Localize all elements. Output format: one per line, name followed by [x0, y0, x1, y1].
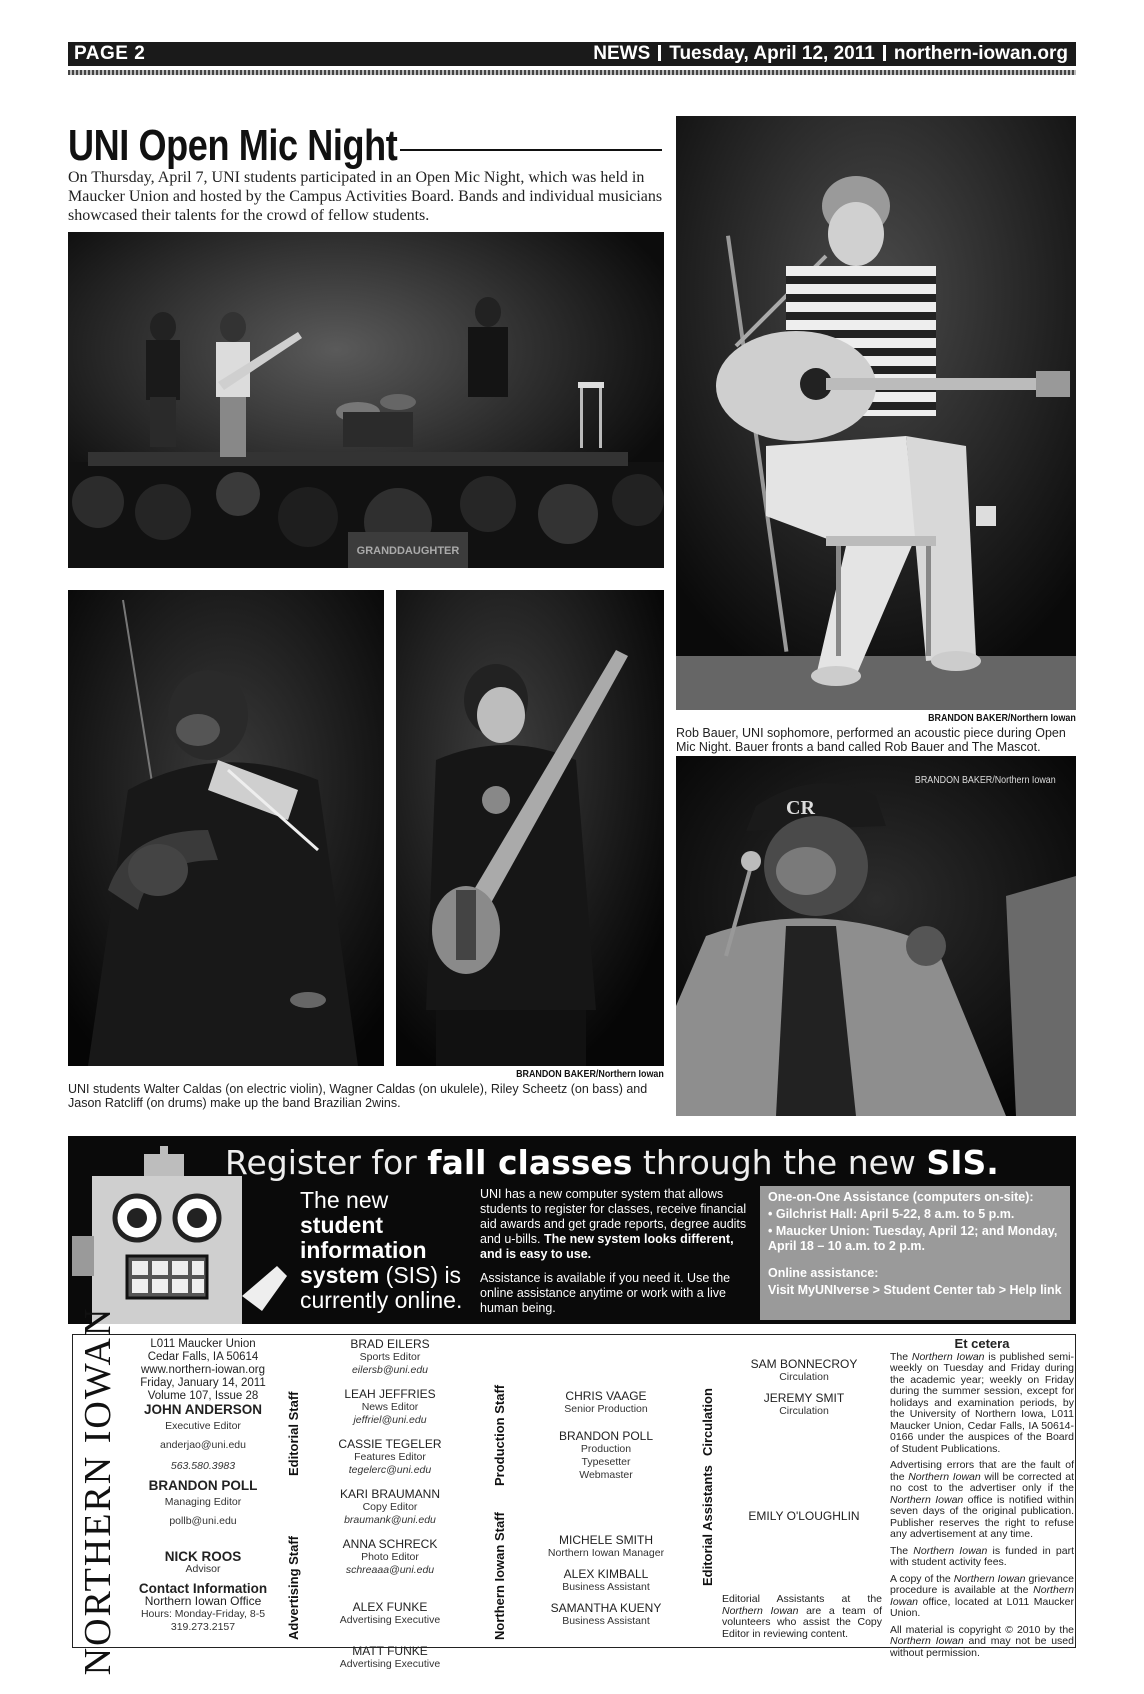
staff-role: News Editor — [361, 1401, 419, 1413]
exec-editor-role: Executive Editor — [165, 1420, 241, 1432]
editorial-staff-column — [310, 1338, 470, 1671]
address-line: Cedar Falls, IA 50614 — [147, 1351, 259, 1363]
issue-date-line: Friday, January 14, 2011 — [140, 1377, 266, 1389]
staff-name: KARI BRAUMANN — [339, 1487, 440, 1501]
ea-note-pub: Northern Iowan — [722, 1604, 799, 1617]
staff-name: ALEX KIMBALL — [563, 1567, 649, 1581]
page-header — [68, 42, 1076, 66]
etc-text: will be corrected at no cost to the advertiser only if the — [890, 1470, 1074, 1494]
staff-entry — [310, 1338, 470, 1377]
staff-name: SAM BONNECROY — [750, 1357, 858, 1371]
staff-email[interactable]: braumank@uni.edu — [344, 1514, 436, 1526]
managing-editor-role: Managing Editor — [164, 1496, 242, 1508]
etc-paragraph — [890, 1574, 1074, 1620]
label-advertising-staff: Advertising Staff — [286, 1535, 301, 1640]
headline-rule — [400, 149, 662, 151]
staff-email[interactable]: jeffriel@uni.edu — [353, 1414, 427, 1426]
ad-body-1-text: UNI has a new computer system that allows students to register for classes, receive financial aid awards and get grade reports, degree audits and u-bills. — [480, 1187, 747, 1246]
staff-email[interactable]: schreaaa@uni.edu — [345, 1564, 435, 1576]
staff-name: MATT FUNKE — [352, 1644, 428, 1658]
ad-subhead — [300, 1188, 470, 1313]
etc-pub: Northern Iowan — [911, 1350, 985, 1363]
etc-text: is published semi-weekly on Tuesday and Friday during the academic year; weekly on Friday during the summer session, except for holidays and examination periods, by the University of Northern Iowa, L011 Maucker Union, Cedar Falls, IA 50614-0166 under the auspices of the Board of Student Publications. — [890, 1350, 1074, 1455]
contact-phone: 319.273.2157 — [170, 1621, 236, 1633]
staff-role: Senior Production — [564, 1403, 648, 1415]
ad-subhead-1: The new — [300, 1187, 389, 1213]
etc-pub: Northern Iowan — [890, 1493, 964, 1506]
ea-note-pre: Editorial Assistants at the — [722, 1593, 882, 1605]
staff-email[interactable]: tegelerc@uni.edu — [348, 1464, 432, 1476]
site-url[interactable]: northern-iowan.org — [893, 43, 1068, 64]
staff-entry — [516, 1534, 696, 1560]
managing-editor-email[interactable]: pollb@uni.edu — [169, 1515, 237, 1527]
header-rule — [68, 70, 1076, 75]
audience-shirt-text: GRANDDAUGHTER — [356, 545, 460, 557]
photo-rob-bauer-image — [676, 116, 1076, 710]
label-circulation: Circulation — [700, 1388, 715, 1456]
staff-role: Production — [580, 1443, 632, 1455]
staff-role: Business Assistant — [562, 1581, 650, 1593]
ad-assist-title: One-on-One Assistance (computers on-site): — [768, 1190, 1034, 1204]
editorial-assistant-name: EMILY O'LOUGHLIN — [748, 1509, 860, 1523]
photo-bassist — [396, 590, 664, 1066]
ad-assistance-box — [760, 1186, 1070, 1320]
ad-body-1-bold: The new system looks different, and is easy to use. — [480, 1232, 734, 1261]
address-line: L011 Maucker Union — [150, 1338, 256, 1350]
photo-credit-singer: BRANDON BAKER/Northern Iowan — [915, 774, 1056, 786]
advisor-name: NICK ROOS — [164, 1549, 242, 1564]
staff-role: Features Editor — [354, 1451, 426, 1463]
ad-subhead-3: (SIS) is currently online. — [300, 1262, 463, 1313]
masthead-logo — [72, 1306, 124, 1676]
photo-singer — [676, 756, 1076, 1116]
etc-paragraph — [890, 1460, 1074, 1541]
caption-bauer: Rob Bauer, UNI sophomore, performed an acoustic piece during Open Mic Night. Bauer fronts a band called Rob Bauer and The Mascot. — [676, 726, 1066, 754]
etc-pub: Northern Iowan — [953, 1572, 1026, 1585]
ad-assist-item-1: • Gilchrist Hall: April 5-22, 8 a.m. to 5 p.m. — [768, 1207, 1015, 1221]
staff-role: Webmaster — [579, 1469, 633, 1481]
circulation-column — [724, 1358, 884, 1523]
photo-credit-band: BRANDON BAKER/Northern Iowan — [516, 1068, 664, 1080]
etc-text: All material is copyright © 2010 by the — [890, 1623, 1074, 1636]
volume-line: Volume 107, Issue 28 — [147, 1390, 259, 1402]
staff-entry — [310, 1388, 470, 1427]
photo-violinist-image — [68, 590, 384, 1066]
photo-stage-band-image — [68, 232, 664, 568]
staff-name: CASSIE TEGELER — [338, 1437, 442, 1451]
ad-subhead-2: student information system — [300, 1212, 427, 1288]
staff-name: BRANDON POLL — [558, 1429, 654, 1443]
etc-pub: Northern Iowan — [890, 1584, 1074, 1608]
article-intro: On Thursday, April 7, UNI students participated in an Open Mic Night, which was held in Maucker Union and hosted by the Campus Activities Board. Bands and individual musicians showcased their talents for the crowd of fellow students. — [68, 169, 663, 224]
staff-entry — [724, 1392, 884, 1418]
label-northern-iowan-staff: Northern Iowan Staff — [492, 1512, 507, 1640]
staff-role: Northern Iowan Manager — [547, 1547, 665, 1559]
staff-entry — [310, 1645, 470, 1671]
staff-name: ANNA SCHRECK — [342, 1537, 438, 1551]
production-staff-column — [516, 1390, 696, 1628]
masthead-info-column — [128, 1338, 278, 1634]
ad-headline-bold: fall classes — [427, 1143, 633, 1182]
staff-name: JEREMY SMIT — [763, 1391, 845, 1405]
staff-entry — [310, 1601, 470, 1627]
staff-entry — [310, 1488, 470, 1527]
caption-band: UNI students Walter Caldas (on electric violin), Wagner Caldas (on ukulele), Riley Scheetz (on bass) and Jason Ratcliff (on drums) make up the band Brazilian 2wins. — [68, 1082, 648, 1110]
ad-headline-end: SIS. — [926, 1143, 999, 1182]
staff-email[interactable]: eilersb@uni.edu — [351, 1364, 429, 1376]
staff-name: ALEX FUNKE — [352, 1600, 428, 1614]
staff-entry — [724, 1358, 884, 1384]
staff-name: LEAH JEFFRIES — [344, 1387, 436, 1401]
etc-paragraph — [890, 1352, 1074, 1456]
header-meta — [593, 42, 1068, 66]
section-name: NEWS — [593, 43, 651, 64]
staff-entry — [310, 1538, 470, 1577]
ad-body-2: Assistance is available if you need it. Use the online assistance anytime or work with a live human being. — [480, 1271, 731, 1315]
header-separator — [658, 45, 661, 61]
etc-text: The — [890, 1544, 914, 1557]
staff-entry — [310, 1438, 470, 1477]
label-editorial-assistants: Editorial Assistants — [700, 1465, 715, 1586]
staff-role: Advertising Executive — [339, 1658, 441, 1670]
issue-date: Tuesday, April 12, 2011 — [669, 43, 875, 64]
photo-bassist-image — [396, 590, 664, 1066]
staff-name: BRAD EILERS — [350, 1337, 430, 1351]
etc-paragraph — [890, 1625, 1074, 1660]
etc-pub: Northern Iowan — [908, 1470, 981, 1483]
website-link[interactable]: www.northern-iowan.org — [140, 1364, 265, 1376]
photo-violinist — [68, 590, 384, 1066]
ad-headline — [225, 1144, 999, 1182]
ea-note-post: are a team of volunteers who assist the Copy Editor in reviewing content. — [722, 1604, 882, 1640]
etc-text: The — [890, 1350, 912, 1363]
staff-entry — [516, 1568, 696, 1594]
photo-credit-bauer: BRANDON BAKER/Northern Iowan — [928, 712, 1076, 724]
etc-text: office is notified within seven days of the original publication. Publisher reserves the right to refuse any advertisement at any time. — [890, 1493, 1074, 1540]
ad-assist-item-2: • Maucker Union: Tuesday, April 12; and Monday, April 18 – 10 a.m. to 2 p.m. — [768, 1224, 1058, 1253]
staff-entry — [516, 1430, 696, 1482]
label-production-staff: Production Staff — [492, 1384, 507, 1486]
etc-paragraph — [890, 1546, 1074, 1569]
page-number: PAGE 2 — [74, 43, 146, 64]
etc-pub: Northern Iowan — [913, 1544, 988, 1557]
staff-role: Circulation — [779, 1371, 829, 1383]
ad-online-path[interactable]: Visit MyUNIverse > Student Center tab > Help link — [768, 1283, 1062, 1297]
exec-editor-phone: 563.580.3983 — [170, 1460, 236, 1472]
exec-editor-name: JOHN ANDERSON — [143, 1402, 262, 1417]
article-headline: UNI Open Mic Night — [68, 121, 398, 170]
contact-office: Northern Iowan Office — [144, 1594, 262, 1608]
exec-editor-email[interactable]: anderjao@uni.edu — [160, 1439, 246, 1451]
header-separator — [883, 45, 886, 61]
staff-role: Advertising Executive — [339, 1614, 441, 1626]
contact-title: Contact Information — [138, 1581, 268, 1596]
staff-entry — [516, 1602, 696, 1628]
etc-text: A copy of the — [890, 1572, 954, 1585]
advisor-role: Advisor — [185, 1563, 221, 1575]
photo-singer-image — [676, 756, 1076, 1116]
etc-text: grievance procedure is available at the — [890, 1572, 1074, 1596]
etc-text: and may not be used without permission. — [890, 1635, 1074, 1659]
etc-text: office, located at L011 Maucker Union. — [890, 1595, 1074, 1619]
photo-stage-band — [68, 232, 664, 568]
label-editorial-staff: Editorial Staff — [286, 1391, 301, 1476]
ad-headline-post: through the new — [632, 1143, 927, 1182]
masthead-logo-text: NORTHERN IOWAN — [77, 1306, 119, 1676]
staff-name: CHRIS VAAGE — [565, 1389, 647, 1403]
photo-rob-bauer — [676, 116, 1076, 710]
staff-name: MICHELE SMITH — [558, 1533, 653, 1547]
staff-role: Photo Editor — [361, 1551, 419, 1563]
ad-headline-pre: Register for — [225, 1143, 428, 1182]
etc-pub: Northern Iowan — [890, 1635, 964, 1647]
staff-role: Sports Editor — [359, 1351, 421, 1363]
staff-name: SAMANTHA KUENY — [550, 1601, 662, 1615]
etc-text: Advertising errors that are the fault of the — [890, 1459, 1074, 1483]
staff-role: Circulation — [779, 1405, 829, 1417]
editorial-assistants-note — [722, 1594, 882, 1640]
et-cetera-column — [890, 1338, 1074, 1664]
et-cetera-title: Et cetera — [954, 1336, 1010, 1351]
ad-online-title: Online assistance: — [768, 1266, 879, 1280]
staff-role: Copy Editor — [362, 1501, 418, 1513]
cap-logo: CR — [786, 797, 815, 819]
contact-hours: Hours: Monday-Friday, 8-5 — [140, 1608, 266, 1620]
staff-role: Typesetter — [581, 1456, 631, 1468]
staff-entry — [516, 1390, 696, 1416]
managing-editor-name: BRANDON POLL — [148, 1478, 258, 1493]
etc-text: is funded in part with student activity fees. — [890, 1544, 1074, 1568]
ad-body-1 — [480, 1187, 750, 1262]
staff-role: Business Assistant — [562, 1615, 650, 1627]
